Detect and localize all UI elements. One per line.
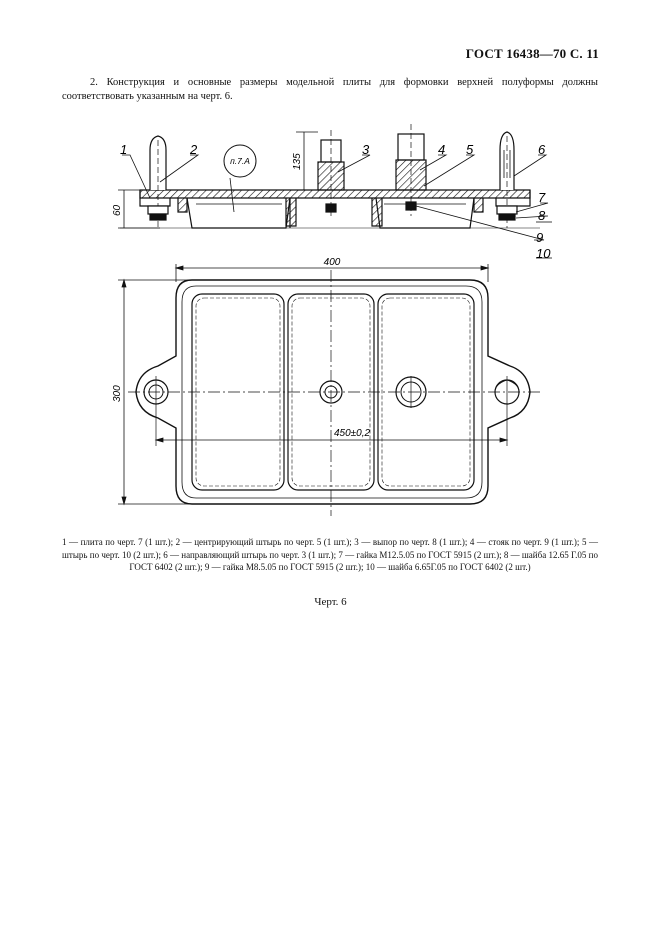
callout-2: 2 [190, 142, 198, 157]
plan-view [128, 270, 540, 516]
dim-135: 135 [292, 153, 303, 170]
dim-450: 450±0,2 [333, 428, 371, 439]
callout-1: 1 [120, 142, 128, 157]
callout-4: 4 [438, 142, 446, 157]
parts-legend: 1 — плита по черт. 7 (1 шт.); 2 — центрирующий штырь по черт. 5 (1 шт.); 3 — выпор по черт. 8 (1 шт.); 4 — стояк по черт. 9 (1 шт.); 5 — штырь по черт. 10 (2 шт.); 6 — направляющий штырь по черт. 3 (1 шт.); 7 — гайка М12.5.05 по ГОСТ 5915 (2 шт.); 8 — шайба 12.65 Г.05 по ГОСТ 6402 (2 шт.); 9 — гайка М8.5.05 по ГОСТ 5915 (2 шт.); 10 — шайба 6.65Г.05 по ГОСТ 6402 (2 шт.) [62, 537, 598, 572]
callout-5: 5 [466, 142, 474, 157]
callout-6: 6 [538, 142, 546, 157]
callout-10: 10 [536, 246, 551, 261]
dim-400: 400 [323, 257, 341, 268]
callout-3: 3 [362, 142, 370, 157]
note-tag: п.7.А [230, 156, 250, 166]
callout-8: 8 [538, 208, 546, 223]
dim-300: 300 [112, 385, 123, 402]
callout-7: 7 [538, 190, 546, 205]
figure-caption: Черт. 6 [314, 596, 347, 608]
callout-9: 9 [536, 230, 544, 245]
document-header: ГОСТ 16438—70 С. 11 [465, 46, 599, 61]
dim-60: 60 [112, 204, 123, 216]
section-view [120, 124, 540, 228]
plate-section [140, 190, 530, 198]
intro-paragraph: 2. Конструкция и основные размеры модельной плиты для формовки верхней полуформы должны соответствовать указанным на черт. 6. [62, 77, 598, 102]
